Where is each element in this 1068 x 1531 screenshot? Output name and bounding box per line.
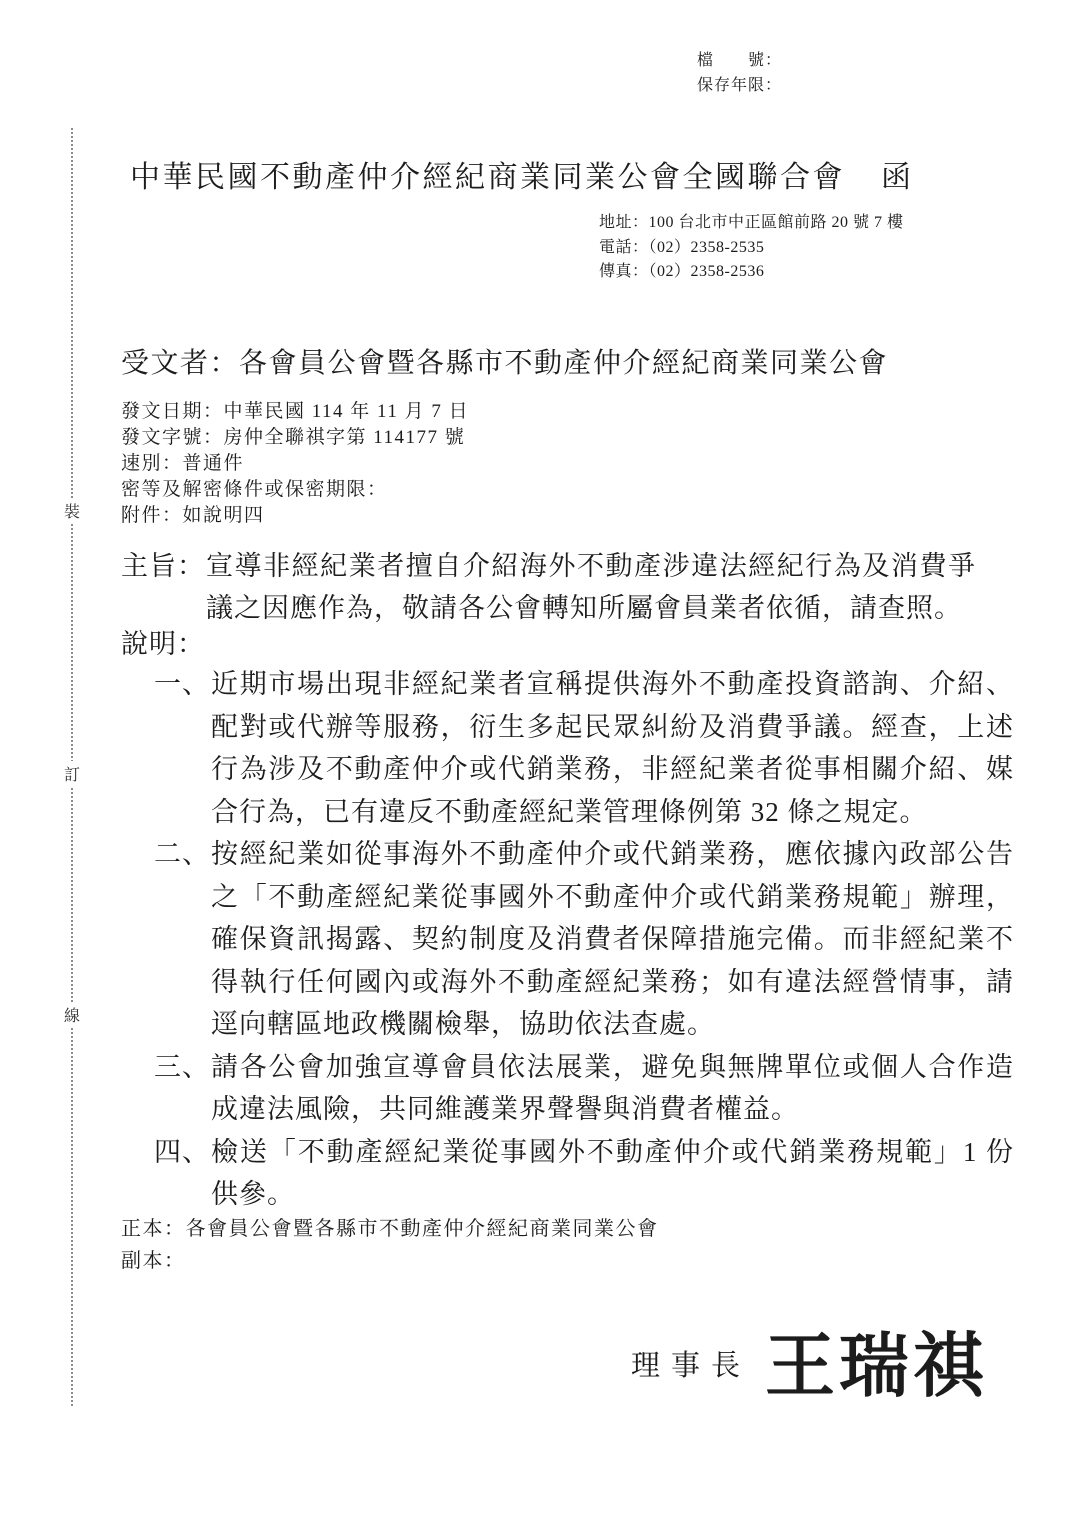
subject-section bbox=[121, 545, 976, 629]
signature-block bbox=[631, 1310, 987, 1411]
address-line: 地址：100 台北市中正區館前路 20 號 7 樓 bbox=[599, 214, 904, 231]
document-type: 函 bbox=[881, 161, 914, 194]
item-4-text: 檢送「不動產經紀業從事國外不動產仲介或代銷業務規範」1 份供參。 bbox=[211, 1136, 1014, 1209]
file-number-block bbox=[697, 48, 782, 98]
phone-line: 電話：（02）2358-2535 bbox=[599, 238, 765, 256]
speed-class-line: 速別：普通件 bbox=[121, 453, 245, 474]
explanation-item-2 bbox=[154, 833, 1014, 1046]
item-3-text: 請各公會加強宣導會員依法展業，避免與無牌單位或個人合作造成違法風險，共同維護業界聲譽與消費者權益。 bbox=[211, 1051, 1014, 1124]
chairman-title: 理事長 bbox=[631, 1350, 752, 1382]
binding-mark-zhuang: 裝 bbox=[64, 498, 80, 523]
security-class-line: 密等及解密條件或保密期限： bbox=[121, 479, 388, 500]
explanation-item-3 bbox=[154, 1046, 1014, 1131]
explanation-items bbox=[154, 663, 1014, 1216]
contact-block bbox=[599, 211, 904, 285]
original-recipient-line: 正本：各會員公會暨各縣市不動產仲介經紀商業同業公會 bbox=[121, 1218, 659, 1240]
retention-period-label: 保存年限： bbox=[697, 77, 783, 94]
item-1-number: 一、 bbox=[154, 669, 210, 699]
item-2-text: 按經紀業如從事海外不動產仲介或代銷業務，應依據內政部公告之「不動產經紀業從事國外不動產仲介或代銷業務規範」辦理，確保資訊揭露、契約制度及消費者保障措施完備。而非經紀業不得執行任何國內或海外不動產經紀業務；如有違法經營情事，請逕向轄區地政機關檢舉，協助依法查處。 bbox=[211, 839, 1014, 1039]
recipient-line: 受文者：各會員公會暨各縣市不動產仲介經紀商業同業公會 bbox=[121, 348, 889, 379]
attachment-line: 附件：如說明四 bbox=[121, 505, 265, 526]
metadata-block bbox=[121, 399, 469, 529]
binding-mark-ding: 訂 bbox=[64, 761, 80, 786]
doc-number-line: 發文字號：房仲全聯祺字第 114177 號 bbox=[121, 427, 466, 448]
file-number-label: 檔 號： bbox=[697, 52, 783, 69]
copies-block bbox=[121, 1213, 659, 1277]
subject-label: 主旨： bbox=[121, 551, 205, 581]
issue-date-line: 發文日期：中華民國 114 年 11 月 7 日 bbox=[121, 401, 470, 422]
explanation-label: 說明： bbox=[121, 629, 205, 659]
copy-recipient-line: 副本： bbox=[121, 1250, 186, 1272]
item-3-number: 三、 bbox=[154, 1051, 210, 1082]
subject-text: 宣導非經紀業者擅自介紹海外不動產涉違法經紀行為及消費爭議之因應作為，敬請各公會轉知所屬會員業者依循，請查照。 bbox=[206, 551, 976, 623]
explanation-item-1 bbox=[154, 663, 1014, 833]
item-4-number: 四、 bbox=[154, 1136, 210, 1167]
chairman-name: 王瑞祺 bbox=[765, 1329, 988, 1406]
binding-mark-xian: 線 bbox=[64, 1002, 80, 1027]
explanation-item-4 bbox=[154, 1131, 1014, 1216]
item-1-text: 近期市場出現非經紀業者宣稱提供海外不動產投資諮詢、介紹、配對或代辦等服務，衍生多起民眾糾紛及消費爭議。經查，上述行為涉及不動產仲介或代銷業務，非經紀業者從事相關介紹、媒合行為，已有違反不動產經紀業管理條例第 32 條之規定。 bbox=[211, 669, 1014, 827]
issuing-org-name: 中華民國不動產仲介經紀商業同業公會全國聯合會 bbox=[130, 161, 845, 194]
fax-line: 傳真：（02）2358-2536 bbox=[599, 263, 765, 280]
item-2-number: 二、 bbox=[154, 839, 210, 869]
document-title bbox=[130, 152, 914, 196]
